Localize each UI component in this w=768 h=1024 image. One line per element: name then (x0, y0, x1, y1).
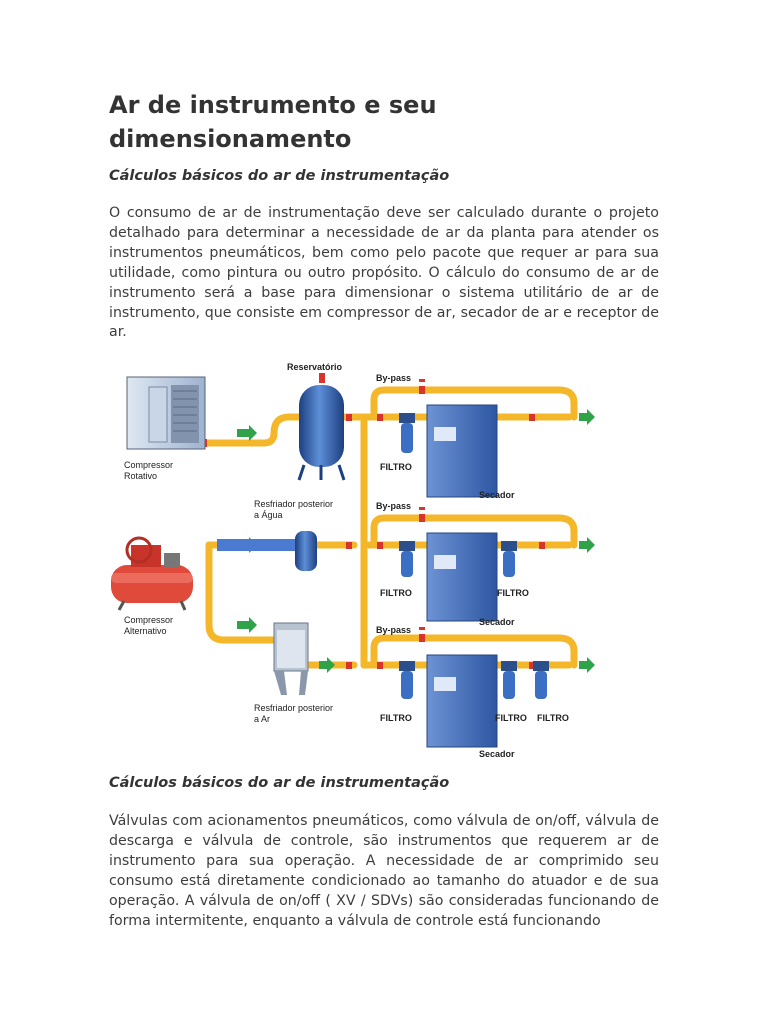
label-filtro-2: FILTRO (380, 588, 412, 598)
label-resfriador-ar-2: a Ar (254, 714, 271, 724)
reciprocating-compressor (111, 538, 193, 636)
label-resfriador-ar-1: Resfriador posterior (254, 703, 334, 713)
label-bypass-1: By-pass (376, 373, 412, 383)
article-subtitle: Cálculos básicos do ar de instrumentação (109, 168, 450, 184)
water-aftercooler (217, 499, 333, 571)
label-resfriador-agua-2: a Água (254, 510, 283, 520)
label-bypass-3: By-pass (376, 625, 412, 635)
label-resfriador-agua-1: Resfriador posterior (254, 499, 334, 509)
article-title: Ar de instrumento e seu dimensionamento (109, 91, 437, 153)
label-compressor-alternativo-2: Alternativo (124, 626, 167, 636)
label-secador-3: Secador (479, 749, 515, 759)
label-filtro-4: FILTRO (380, 713, 412, 723)
label-reservatorio: Reservatório (287, 362, 343, 372)
dryer-row-3 (376, 625, 569, 759)
label-filtro-5: FILTRO (495, 713, 527, 723)
label-filtro-1: FILTRO (380, 462, 412, 472)
air-system-diagram (109, 355, 609, 765)
rotary-compressor (124, 377, 205, 481)
label-compressor-rotativo-2: Rotativo (124, 471, 158, 481)
label-secador-1: Secador (479, 490, 515, 500)
article-paragraph-2: Válvulas com acionamentos pneumáticos, como válvula de on/off, válvula de descarga e válvula de controle, são instrumentos que requerem ar de instrumento para sua operação. A necessidade de ar comprimido seu consumo está diretamente condicionado ao tamanho do atuador e de sua operação. A válvula de on/off ( XV / SDVs) são consideradas funcionando de forma intermitente, enquanto a válvula de controle está funcionando (109, 813, 659, 929)
label-secador-2: Secador (479, 617, 515, 627)
label-bypass-2: By-pass (376, 501, 412, 511)
label-compressor-alternativo-1: Compressor (124, 615, 174, 625)
article-subtitle-2: Cálculos básicos do ar de instrumentação (109, 775, 450, 791)
article-body (109, 88, 659, 343)
label-filtro-6: FILTRO (537, 713, 569, 723)
label-filtro-3: FILTRO (497, 588, 529, 598)
label-compressor-rotativo-1: Compressor (124, 460, 174, 470)
article-paragraph-1: O consumo de ar de instrumentação deve ser calculado durante o projeto detalhado para determinar a necessidade de ar da planta para atender os instrumentos pneumáticos, bem como pelo pacote que requer ar para sua utilidade, como pintura ou outro propósito. O cálculo do consumo de ar de instrumento será a base para dimensionar o sistema utilitário de ar de instrumento, que consiste em compressor de ar, secador de ar e receptor de ar. (109, 205, 659, 341)
air-reservoir (287, 362, 344, 480)
pipe-network (204, 390, 574, 665)
